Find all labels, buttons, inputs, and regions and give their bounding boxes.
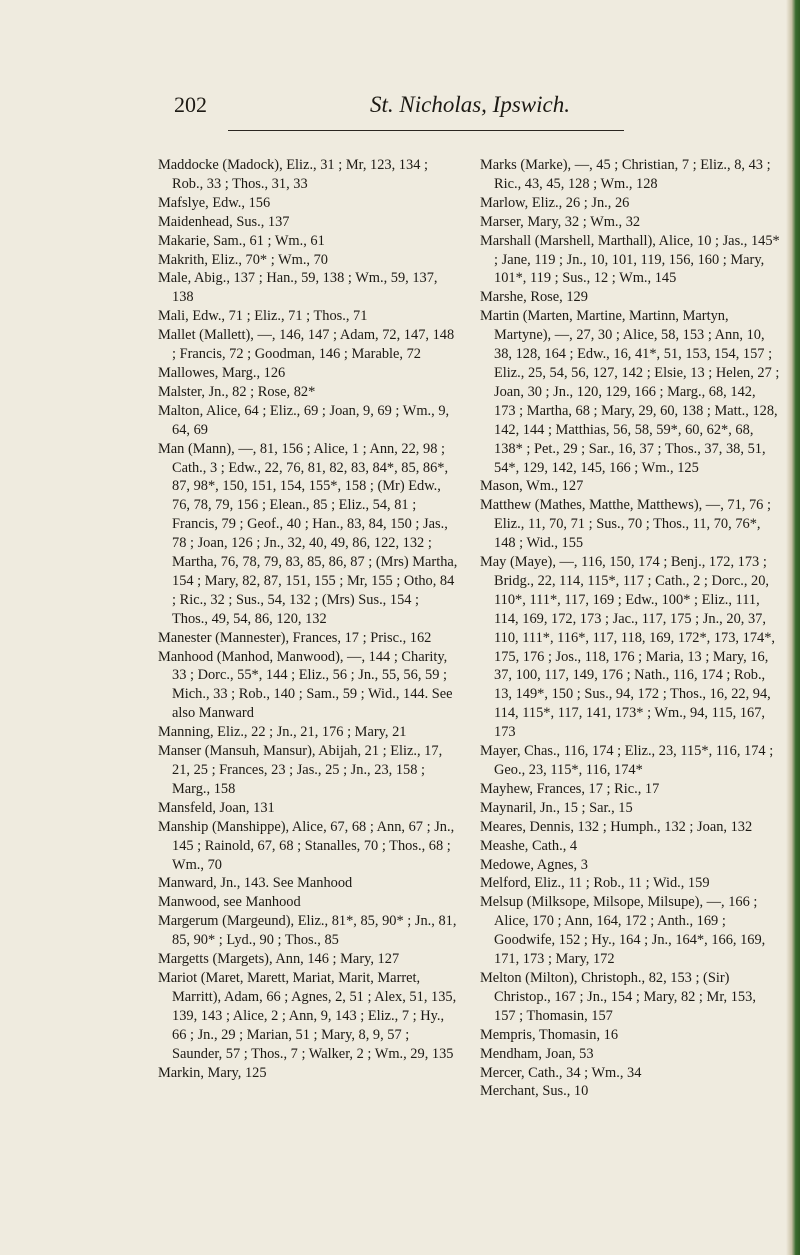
index-entry: Mariot (Maret, Marett, Mariat, Marit, Marret, Marritt), Adam, 66 ; Agnes, 2, 51 ; Alex, 51, 135, 139, 143 ; Alice, 2 ; Ann, 9, 143 ; Eliz., 7 ; Hy., 66 ; Jn., 29 ; Marian, 51 ; Mary, 8, 9, 57 ; Saunder, 57 ; Thos., 7 ; Walker, 2 ; Wm., 29, 135 [158, 969, 457, 1062]
index-entry: Marshe, Rose, 129 [480, 289, 588, 306]
index-entry: Marshall (Marshell, Marthall), Alice, 10 ; Jas., 145* ; Jane, 119 ; Jn., 10, 101, 119, 156, 160 ; Mary, 101*, 119 ; Sus., 12 ; Wm., 145 [480, 232, 780, 287]
index-entry: Marks (Marke), —, 45 ; Christian, 7 ; Eliz., 8, 43 ; Ric., 43, 45, 128 ; Wm., 128 [480, 157, 771, 192]
index-entry: Martin (Marten, Martine, Martinn, Martyn, Martyne), —, 27, 30 ; Alice, 58, 153 ; Ann, 10, 38, 128, 164 ; Edw., 16, 41*, 51, 153, 154, 157 ; Eliz., 25, 54, 56, 127, 142 ; Elsie, 13 ; Helen, 27 ; Joan, 30 ; Jn., 120, 129, 166 ; Marg., 68, 142, 173 ; Martha, 68 ; Mary, 29, 60, 138 ; Matt., 128, 142, 144 ; Matthias, 56, 58, 59*, 60, 62*, 68, 138* ; Pet., 29 ; Sar., 16, 37 ; Thos., 37, 38, 51, 54*, 129, 142, 145, 166 ; Wm., 125 [480, 308, 780, 476]
index-entry: Mason, Wm., 127 [480, 478, 584, 495]
index-entry: Makrith, Eliz., 70* ; Wm., 70 [158, 251, 329, 268]
index-entry: Melsup (Milksope, Milsope, Milsupe), —, 166 ; Alice, 170 ; Ann, 164, 172 ; Anth., 169 ; Goodwife, 152 ; Hy., 164 ; Jn., 164*, 166, 169, 171, 173 ; Mary, 172 [480, 894, 766, 968]
index-entry: Male, Abig., 137 ; Han., 59, 138 ; Wm., 59, 137, 138 [158, 270, 438, 306]
index-entry: Mallowes, Marg., 126 [158, 364, 286, 381]
index-entry: Merchant, Sus., 10 [480, 1083, 589, 1100]
index-entry: Mallet (Mallett), —, 146, 147 ; Adam, 72, 147, 148 ; Francis, 72 ; Goodman, 146 ; Marable, 72 [158, 327, 455, 363]
index-entry: Malton, Alice, 64 ; Eliz., 69 ; Joan, 9, 69 ; Wm., 9, 64, 69 [158, 402, 450, 438]
index-entry: Mansfeld, Joan, 131 [158, 799, 275, 816]
index-entry: Meashe, Cath., 4 [480, 837, 578, 854]
header-rule [228, 130, 624, 131]
index-entry: Manester (Mannester), Frances, 17 ; Prisc., 162 [158, 629, 432, 646]
page-header [148, 92, 768, 122]
index-entry: Man (Mann), —, 81, 156 ; Alice, 1 ; Ann, 22, 98 ; Cath., 3 ; Edw., 22, 76, 81, 82, 83, 84*, 85, 86*, 87, 98*, 150, 151, 154, 155*, 158 ; (Mr) Edw., 76, 78, 79, 156 ; Elean., 85 ; Eliz., 54, 81 ; Francis, 79 ; Geof., 40 ; Han., 83, 84, 150 ; Jas., 78 ; Joan, 126 ; Jn., 32, 40, 49, 86, 122, 132 ; Martha, 76, 78, 79, 83, 85, 86, 87 ; (Mrs) Martha, 154 ; Mary, 82, 87, 151, 155 ; Mr, 155 ; Otho, 84 ; Ric., 32 ; Sus., 54, 132 ; (Mrs) Sus., 154 ; Thos., 49, 54, 86, 120, 132 [158, 440, 458, 627]
index-entry: Manser (Mansuh, Mansur), Abijah, 21 ; Eliz., 17, 21, 25 ; Frances, 23 ; Jas., 25 ; Jn., 23, 158 ; Marg., 158 [158, 743, 443, 797]
page-number: 202 [174, 92, 207, 117]
index-entry: Margetts (Margets), Ann, 146 ; Mary, 127 [158, 951, 400, 968]
index-entry: Melton (Milton), Christoph., 82, 153 ; (Sir) Christop., 167 ; Jn., 154 ; Mary, 82 ; Mr, 153, 157 ; Thomasin, 157 [480, 969, 756, 1024]
index-entry: Matthew (Mathes, Matthe, Matthews), —, 71, 76 ; Eliz., 11, 70, 71 ; Sus., 70 ; Thos., 11, 70, 76*, 148 ; Wid., 155 [480, 497, 771, 552]
index-entry: Mali, Edw., 71 ; Eliz., 71 ; Thos., 71 [158, 308, 368, 325]
index-entry: Markin, Mary, 125 [158, 1064, 267, 1081]
index-entry: Margerum (Margeund), Eliz., 81*, 85, 90* ; Jn., 81, 85, 90* ; Lyd., 90 ; Thos., 85 [158, 913, 457, 949]
index-entry: Manward, Jn., 143. See Manhood [158, 875, 353, 892]
index-entry: Malster, Jn., 82 ; Rose, 82* [158, 383, 316, 400]
index-entry: Mayer, Chas., 116, 174 ; Eliz., 23, 115*, 116, 174 ; Geo., 23, 115*, 116, 174* [480, 743, 774, 778]
index-column-right [480, 156, 780, 1101]
index-entry: Melford, Eliz., 11 ; Rob., 11 ; Wid., 159 [480, 875, 710, 892]
index-entry: Maidenhead, Sus., 137 [158, 213, 290, 230]
index-entry: Marlow, Eliz., 26 ; Jn., 26 [480, 194, 630, 211]
index-entry: Mendham, Joan, 53 [480, 1045, 594, 1062]
page-edge [786, 0, 800, 1255]
running-title: St. Nicholas, Ipswich. [370, 92, 570, 117]
index-entry: Makarie, Sam., 61 ; Wm., 61 [158, 232, 325, 249]
index-entry: Mempris, Thomasin, 16 [480, 1026, 619, 1043]
index-entry: Marser, Mary, 32 ; Wm., 32 [480, 213, 641, 230]
index-entry: Manwood, see Manhood [158, 894, 301, 911]
index-entry: Maynaril, Jn., 15 ; Sar., 15 [480, 799, 633, 816]
index-entry: May (Maye), —, 116, 150, 174 ; Benj., 172, 173 ; Bridg., 22, 114, 115*, 117 ; Cath., 2 ; Dorc., 20, 110*, 111*, 117, 169 ; Edw., 100* ; Eliz., 111, 114, 169, 172, 173 ; Jac., 117, 175 ; Jn., 20, 37, 110, 111*, 116*, 117, 118, 169, 172*, 173, 174*, 175, 176 ; Jos., 118, 176 ; Maria, 13 ; Mary, 16, 37, 100, 117, 149, 176 ; Nath., 116, 174 ; Rob., 13, 149*, 150 ; Sus., 94, 172 ; Thos., 16, 22, 94, 114, 115*, 117, 141, 173* ; Wm., 94, 115, 167, 173 [480, 554, 776, 741]
index-entry: Manning, Eliz., 22 ; Jn., 21, 176 ; Mary, 21 [158, 724, 407, 741]
index-entry: Mercer, Cath., 34 ; Wm., 34 [480, 1064, 642, 1081]
index-entry: Manhood (Manhod, Manwood), —, 144 ; Charity, 33 ; Dorc., 55*, 144 ; Eliz., 56 ; Jn., 55, 56, 59 ; Mich., 33 ; Rob., 140 ; Sam., 59 ; Wid., 144. See also Manward [158, 648, 453, 722]
index-entry: Mafslye, Edw., 156 [158, 194, 271, 211]
index-entry: Manship (Manshippe), Alice, 67, 68 ; Ann, 67 ; Jn., 145 ; Rainold, 67, 68 ; Stanalles, 70 ; Thos., 68 ; Wm., 70 [158, 818, 455, 873]
index-entry: Medowe, Agnes, 3 [480, 856, 588, 873]
index-entry: Meares, Dennis, 132 ; Humph., 132 ; Joan, 132 [480, 818, 753, 835]
index-entry: Maddocke (Madock), Eliz., 31 ; Mr, 123, 134 ; Rob., 33 ; Thos., 31, 33 [158, 157, 428, 192]
index-entry: Mayhew, Frances, 17 ; Ric., 17 [480, 780, 660, 797]
index-column-left [158, 156, 458, 1082]
